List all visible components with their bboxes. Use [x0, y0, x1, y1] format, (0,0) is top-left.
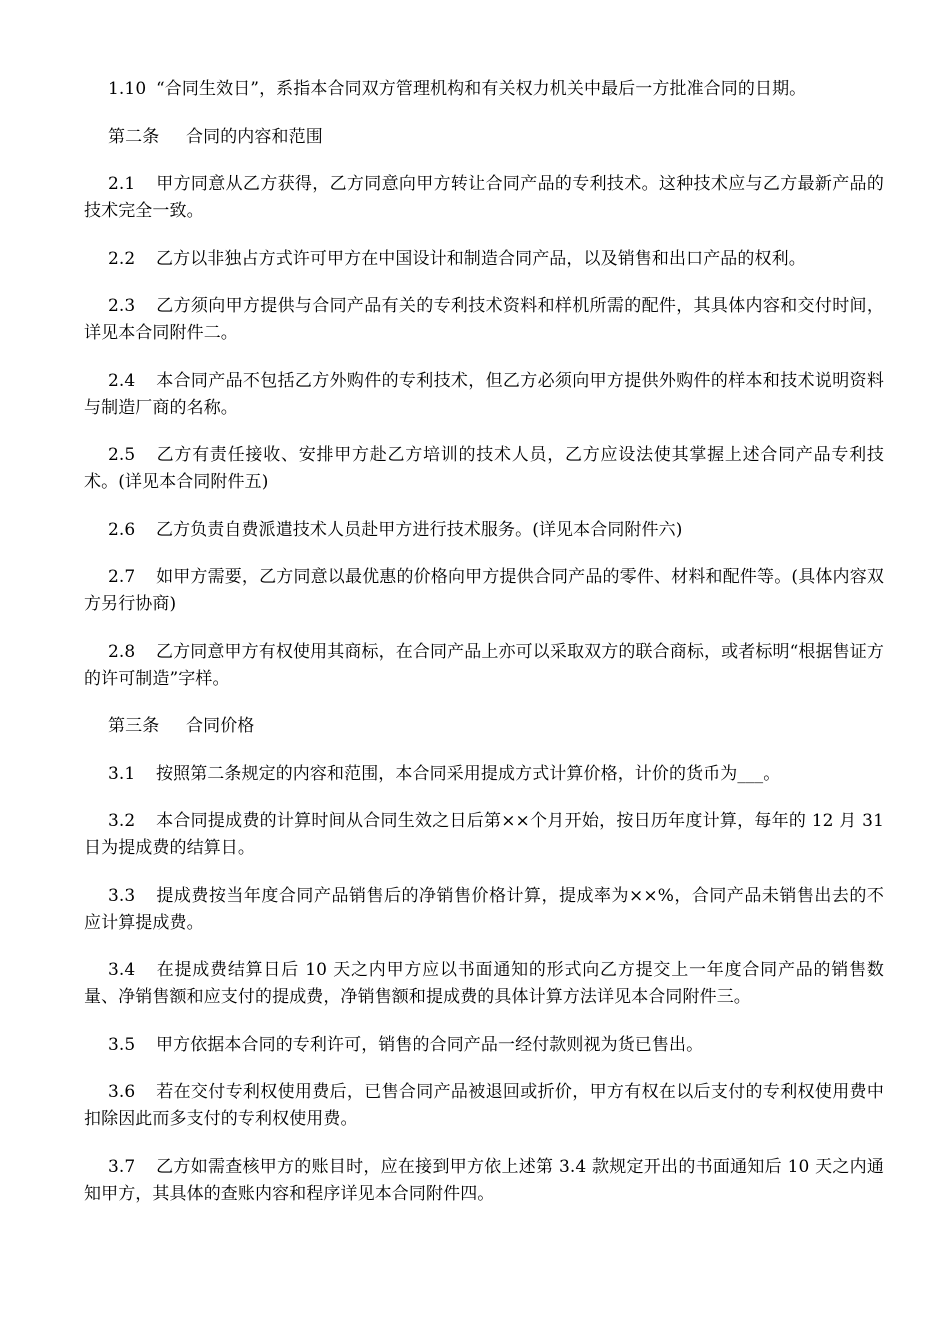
clause-number: 2.3: [108, 296, 136, 316]
clause-2-4: [84, 368, 884, 422]
clause-text: 若在交付专利权使用费后，已售合同产品被退回或折价，甲方有权在以后支付的专利权使用费中扣除因此而多支付的专利权使用费。: [84, 1082, 884, 1129]
clause-2-1: [84, 171, 884, 225]
clause-text: 甲方依据本合同的专利许可，销售的合同产品一经付款则视为货已售出。: [156, 1034, 704, 1055]
article-title: 合同的内容和范围: [186, 126, 323, 147]
clause-1-10: [84, 76, 884, 103]
clause-text: 甲方同意从乙方获得，乙方同意向甲方转让合同产品的专利技术。这种技术应与乙方最新产品的技术完全一致。: [84, 174, 884, 221]
clause-3-6: [84, 1079, 884, 1133]
clause-text: 在提成费结算日后 10 天之内甲方应以书面通知的形式向乙方提交上一年度合同产品的销售数量、净销售额和应支付的提成费，净销售额和提成费的具体计算方法详见本合同附件三。: [84, 960, 884, 1007]
article-number: 第二条: [108, 126, 160, 147]
clause-text: 按照第二条规定的内容和范围，本合同采用提成方式计算价格，计价的货币为___。: [156, 763, 781, 784]
clause-text: 乙方负责自费派遣技术人员赴甲方进行技术服务。(详见本合同附件六): [156, 519, 683, 540]
clause-number: 3.2: [108, 811, 136, 831]
clause-3-2: [84, 808, 884, 862]
clause-text: 乙方须向甲方提供与合同产品有关的专利技术资料和样机所需的配件，其具体内容和交付时间，详见本合同附件二。: [84, 296, 884, 343]
clause-text: 乙方以非独占方式许可甲方在中国设计和制造合同产品，以及销售和出口产品的权利。: [156, 248, 806, 269]
clause-2-8: [84, 639, 884, 693]
clause-number: 2.5: [108, 445, 136, 465]
clause-text: “合同生效日”，系指本合同双方管理机构和有关权力机关中最后一方批准合同的日期。: [156, 79, 807, 99]
article-3-heading: [84, 713, 884, 740]
clause-text: 乙方有责任接收、安排甲方赴乙方培训的技术人员，乙方应设法使其掌握上述合同产品专利技术。(详见本合同附件五): [84, 445, 884, 492]
clause-2-3: [84, 293, 884, 347]
clause-text: 如甲方需要，乙方同意以最优惠的价格向甲方提供合同产品的零件、材料和配件等。(具体内容双方另行协商): [84, 567, 884, 614]
clause-2-7: [84, 564, 884, 618]
clause-3-5: [84, 1032, 884, 1059]
clause-number: 3.3: [108, 885, 136, 906]
clause-3-1: [84, 761, 884, 788]
article-title: 合同价格: [186, 716, 255, 736]
clause-number: 2.4: [108, 370, 136, 391]
article-2-heading: [84, 124, 884, 151]
clause-2-6: [84, 517, 884, 544]
clause-text: 乙方同意甲方有权使用其商标，在合同产品上亦可以采取双方的联合商标，或者标明“根据售证方的许可制造”字样。: [84, 641, 884, 689]
clause-text: 提成费按当年度合同产品销售后的净销售价格计算，提成率为××%，合同产品未销售出去的不应计算提成费。: [84, 885, 884, 933]
clause-number: 2.8: [108, 641, 136, 662]
clause-text: 本合同提成费的计算时间从合同生效之日后第××个月开始，按日历年度计算，每年的 12 月 31 日为提成费的结算日。: [84, 811, 884, 858]
clause-number: 3.1: [108, 763, 136, 784]
clause-text: 乙方如需查核甲方的账目时，应在接到甲方依上述第 3.4 款规定开出的书面通知后 10 天之内通知甲方，其具体的查账内容和程序详见本合同附件四。: [84, 1156, 884, 1204]
clause-text: 本合同产品不包括乙方外购件的专利技术，但乙方必须向甲方提供外购件的样本和技术说明资料与制造厂商的名称。: [84, 370, 884, 418]
clause-3-3: [84, 883, 884, 937]
clause-3-4: [84, 957, 884, 1011]
clause-number: 2.2: [108, 248, 136, 269]
clause-number: 1.10: [108, 79, 147, 99]
article-number: 第三条: [108, 716, 160, 736]
clause-number: 2.6: [108, 519, 136, 540]
clause-2-5: [84, 442, 884, 496]
clause-number: 3.7: [108, 1156, 136, 1177]
contract-page: [84, 76, 884, 1228]
clause-3-7: [84, 1154, 884, 1208]
clause-number: 2.7: [108, 567, 136, 587]
clause-number: 3.5: [108, 1034, 136, 1055]
clause-number: 3.6: [108, 1082, 136, 1102]
clause-number: 2.1: [108, 174, 136, 194]
clause-number: 3.4: [108, 960, 136, 980]
clause-2-2: [84, 246, 884, 273]
